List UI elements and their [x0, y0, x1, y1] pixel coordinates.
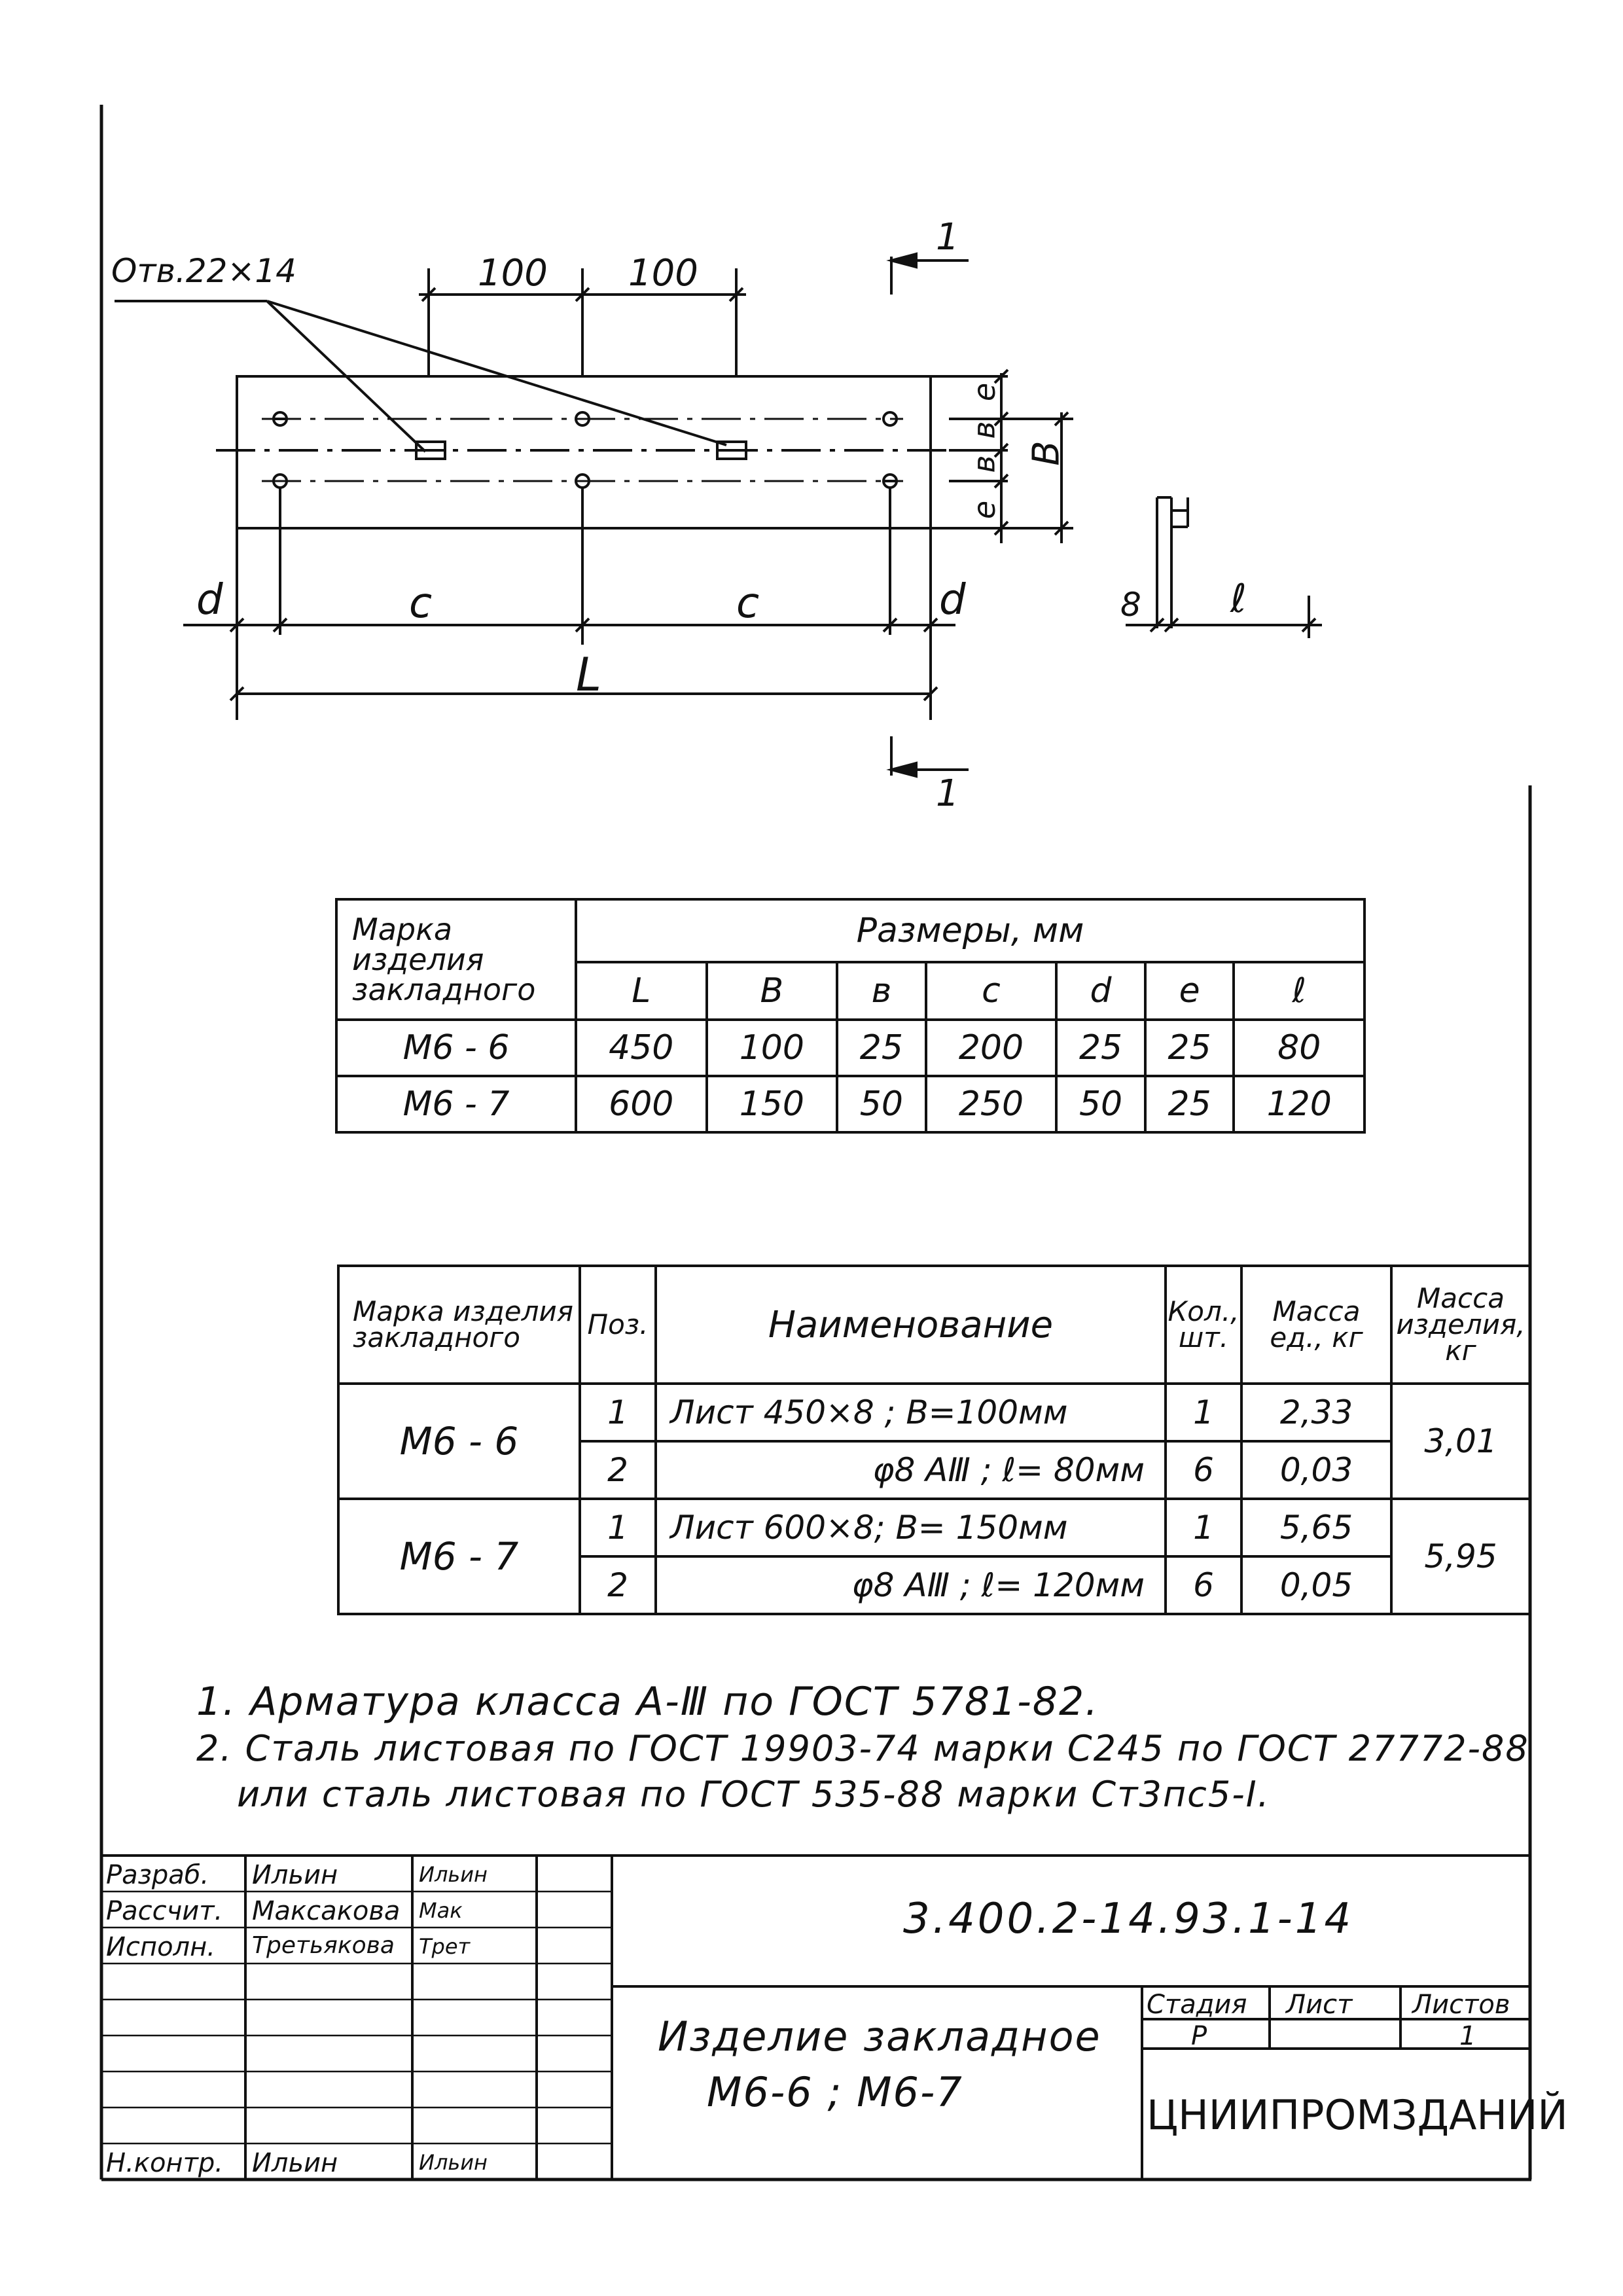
spec-header-mark: Марка изделия закладного	[338, 1266, 580, 1384]
role-name: Максакова	[252, 1896, 401, 1926]
document-title: М6-6 ; М6-7	[707, 2068, 963, 2116]
col-header: d	[1056, 962, 1145, 1020]
sheet-label: Лист	[1286, 1990, 1353, 2020]
organization-name: ЦНИИПРОМЗДАНИЙ	[1147, 2091, 1568, 2139]
col-header: e	[1145, 962, 1234, 1020]
note-line: 2. Сталь листовая по ГОСТ 19903-74 марки С245 по ГОСТ 27772-88	[196, 1728, 1529, 1769]
cell: 120	[1234, 1076, 1364, 1132]
sizes-header: Размеры, мм	[576, 899, 1364, 962]
dim-label-b: в	[966, 455, 1002, 473]
row-mark: М6 - 7	[336, 1076, 576, 1132]
cell: 25	[1145, 1076, 1234, 1132]
spec-pos: 2	[580, 1441, 656, 1499]
spec-name: φ8 AⅢ ; ℓ= 80мм	[656, 1441, 1166, 1499]
cell: 25	[1145, 1020, 1234, 1076]
col-header: ℓ	[1234, 962, 1364, 1020]
spec-mass: 2,33	[1241, 1384, 1391, 1441]
cell: 250	[926, 1076, 1057, 1132]
col-header: L	[576, 962, 707, 1020]
spec-header-qty: Кол., шт.	[1166, 1266, 1241, 1384]
spec-total-mass: 5,95	[1391, 1499, 1530, 1614]
cell: 80	[1234, 1020, 1364, 1076]
document-code: 3.400.2-14.93.1-14	[903, 1895, 1354, 1943]
hole-note: Отв.22×14	[111, 252, 296, 290]
spec-total-mass: 3,01	[1391, 1384, 1530, 1499]
note-line: 1. Арматура класса А-Ⅲ по ГОСТ 5781-82.	[196, 1679, 1099, 1725]
spec-pos: 1	[580, 1384, 656, 1441]
section-dim-8: 8	[1120, 586, 1141, 624]
row-mark: М6 - 6	[336, 1020, 576, 1076]
cell: 200	[926, 1020, 1057, 1076]
dim-label-L: L	[576, 648, 601, 702]
dim-label-e: e	[967, 382, 1003, 402]
section-mark-label: 1	[936, 772, 959, 815]
role-label: Разраб.	[106, 1860, 209, 1890]
spec-header-name: Наименование	[656, 1266, 1166, 1384]
role-signature: Трет	[419, 1934, 471, 1959]
stage-value: Р	[1191, 2021, 1207, 2051]
spec-header-total-mass: Масса изделия, кг	[1391, 1266, 1530, 1384]
spec-name: Лист 600×8; B= 150мм	[656, 1499, 1166, 1556]
spec-header-unit-mass: Масса ед., кг	[1241, 1266, 1391, 1384]
note-line: или сталь листовая по ГОСТ 535-88 марки Ст3пс5-Ⅰ.	[237, 1774, 1270, 1815]
role-name: Ильин	[252, 2148, 338, 2178]
dim-label-100: 100	[628, 252, 698, 295]
col-header: B	[707, 962, 838, 1020]
spec-qty: 1	[1166, 1499, 1241, 1556]
spec-mass: 0,05	[1241, 1556, 1391, 1614]
sheets-label: Листов	[1412, 1990, 1510, 2020]
role-label: Н.контр.	[106, 2148, 223, 2178]
spec-group-mark: М6 - 7	[338, 1499, 580, 1614]
dim-label-d: d	[939, 576, 966, 624]
dim-label-c: c	[736, 579, 760, 628]
cell: 150	[707, 1076, 838, 1132]
dim-label-b: в	[966, 421, 1002, 439]
dim-label-c: c	[409, 579, 433, 628]
spec-name: Лист 450×8 ; B=100мм	[656, 1384, 1166, 1441]
role-signature: Мак	[419, 1898, 463, 1923]
spec-name: φ8 AⅢ ; ℓ= 120мм	[656, 1556, 1166, 1614]
spec-pos: 2	[580, 1556, 656, 1614]
document-title: Изделие закладное	[658, 2013, 1101, 2060]
spec-pos: 1	[580, 1499, 656, 1556]
role-signature: Ильин	[419, 2150, 488, 2175]
cell: 600	[576, 1076, 707, 1132]
col-header: c	[926, 962, 1057, 1020]
col-header: в	[837, 962, 926, 1020]
sheets-value: 1	[1459, 2021, 1476, 2051]
dim-label-e: e	[967, 500, 1003, 520]
dim-label-100: 100	[478, 252, 548, 295]
spec-mass: 0,03	[1241, 1441, 1391, 1499]
spec-mass: 5,65	[1241, 1499, 1391, 1556]
dim-label-B: B	[1025, 440, 1068, 466]
spec-qty: 6	[1166, 1441, 1241, 1499]
stage-label: Стадия	[1147, 1990, 1247, 2020]
role-name: Третьякова	[252, 1932, 395, 1959]
spec-qty: 6	[1166, 1556, 1241, 1614]
section-dim-l: ℓ	[1230, 576, 1247, 622]
mark-header: Марка изделия закладного	[336, 899, 576, 1020]
spec-header-pos: Поз.	[580, 1266, 656, 1384]
section-mark-label: 1	[936, 216, 959, 259]
role-signature: Ильин	[419, 1862, 488, 1887]
cell: 450	[576, 1020, 707, 1076]
role-label: Исполн.	[106, 1932, 215, 1962]
cell: 25	[837, 1020, 926, 1076]
dim-label-d: d	[196, 576, 223, 624]
role-label: Рассчит.	[106, 1896, 223, 1926]
role-name: Ильин	[252, 1860, 338, 1890]
cell: 100	[707, 1020, 838, 1076]
spec-qty: 1	[1166, 1384, 1241, 1441]
cell: 25	[1056, 1020, 1145, 1076]
cell: 50	[1056, 1076, 1145, 1132]
spec-group-mark: М6 - 6	[338, 1384, 580, 1499]
cell: 50	[837, 1076, 926, 1132]
